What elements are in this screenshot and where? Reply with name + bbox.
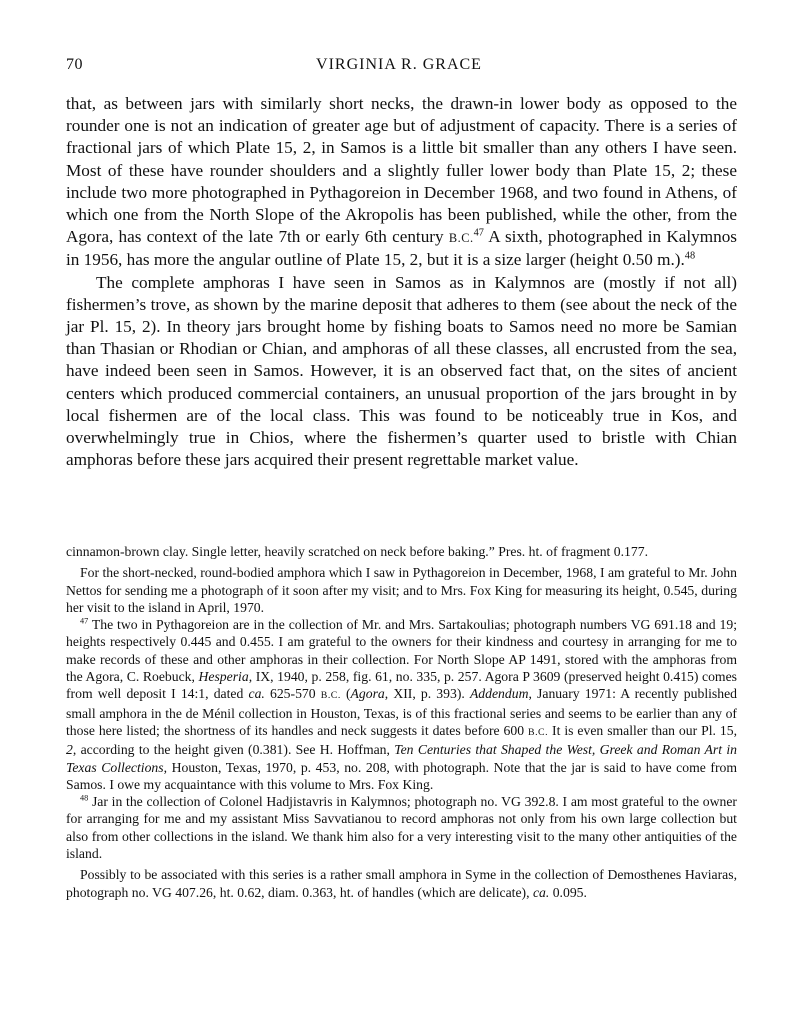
series-title: Agora	[350, 686, 385, 702]
fn47-text-d: (	[340, 686, 351, 702]
journal-title: Hesperia	[198, 669, 249, 685]
book-title: Ten Centuries that Shaped the West, Greek and Roman Art in Texas Collections	[66, 742, 737, 775]
page-number: 70	[66, 56, 83, 73]
note-continued: cinnamon-brown clay. Single letter, heavily scratched on neck before baking.” Pres. ht. of fragment 0.177.	[66, 544, 648, 559]
footnote-47-number: 47	[80, 616, 89, 626]
footnote-ref-47[interactable]: 47	[473, 227, 484, 239]
bc-abbrev: B.C.	[320, 690, 341, 702]
fn47-text-a: The two in Pythagoreion are in the collection of Mr. and Mrs. Sartakoulias; photograph numbers VG 691.18 and 19; heights respectively 0.445 and 0.455. I am grateful to the owners for their kindness and courtesy in arranging for me to make records of these and other amphoras in their collection. For North Slope AP 1491, stored with the amphoras from the Agora, C. Roebuck,	[66, 617, 737, 685]
note-syme-text-b: 0.095.	[549, 884, 587, 900]
running-title: VIRGINIA R. GRACE	[316, 56, 482, 73]
footnote-ref-48[interactable]: 48	[684, 250, 696, 262]
circa-abbrev: ca.	[532, 884, 550, 900]
paragraph-1-text-a: that, as between jars with similarly short necks, the drawn-in lower body as opposed to the rounder one is not an indication of greater age but of adjustment of capacity. There is a series of fractional jars of which Plate 15, 2, in Samos is a little bit smaller than any others I have seen. Most of these have rounder shoulders and a slightly fuller lower body than Plate 15, 2; these include two more photographed in Pythagoreion in December 1968, and two found in Athens, of which one from the North Slope of the Akropolis has been published, while the other, from the Agora, has context of the late 7th or early 6th century	[66, 94, 737, 247]
paragraph-2: The complete amphoras I have seen in Samos as in Kalymnos are (mostly if not all) fishermen’s trove, as shown by the marine deposit that adheres to them (see about the neck of the jar Pl. 15, 2). In theory jars brought home by fishing boats to Samos need no more be Samian than Thasian or Rhodian or Chian, and amphoras of all these classes, all encrusted from the sea, have indeed been seen in Samos. However, it is an observed fact that, on the sites of ancient centers which produced commercial containers, an unusual proportion of the jars brought in by local fishermen are of the local class. This was found to be noticeably true in Kos, and overwhelmingly true in Chios, where the fishermen’s quarter used to bristle with Chian amphoras before these jars acquired their present regrettable market value.	[66, 272, 737, 470]
footnote-48-number: 48	[80, 793, 89, 803]
fn48-text: Jar in the collection of Colonel Hadjistavris in Kalymnos; photograph no. VG 392.8. I am most grateful to the owner for arranging for me and my assistant Miss Savvatianou to record amphoras not only from his own large collection but also from other collections in the island. We thank him also for a very interesting visit to the many other antiquities of the island.	[66, 794, 737, 862]
plate-number: 2	[66, 742, 73, 758]
fn47-text-e: , XII, p. 393).	[384, 686, 470, 702]
running-header	[66, 56, 732, 80]
footnote-48	[66, 793, 737, 862]
addendum-label: Addendum	[469, 686, 529, 702]
note-syme-text-a: Possibly to be associated with this series is a rather small amphora in Syme in the collection of Demosthenes Haviaras, photograph no. VG 407.26, ht. 0.62, diam. 0.363, ht. of handles (which are delicate),	[66, 867, 737, 900]
fn47-text-h: , according to the height given (0.381). See H. Hoffman,	[72, 742, 395, 758]
note-short-necked: For the short-necked, round-bodied amphora which I saw in Pythagoreion in December, 1968, I am grateful to Mr. John Nettos for sending me a photograph of it soon after my visit; and to Mrs. Fox King for measuring its height, 0.545, during her visit to the island in April, 1970.	[66, 565, 737, 615]
footnotes	[66, 543, 737, 901]
note-syme	[66, 866, 737, 901]
circa-abbrev: ca.	[248, 686, 265, 702]
bc-abbrev: B.C.	[528, 726, 549, 738]
fn47-text-i: , Houston, Texas, 1970, p. 453, no. 208, with photograph. Note that the jar is said to have come from Samos. I owe my acquaintance with this volume to Mrs. Fox King.	[66, 759, 737, 792]
fn47-text-c: 625-570	[264, 686, 321, 702]
paragraph-1	[66, 93, 737, 272]
bc-abbrev: B.C.	[448, 231, 474, 246]
fn47-text-f: , January 1971: A recently published small amphora in the de Ménil collection in Houston, Texas, is of this fractional series and seems to be earlier than any of those here listed; the shortness of its handles and neck suggests it dates before 600	[66, 686, 738, 738]
fn47-text-b: , IX, 1940, p. 258, fig. 61, no. 335, p. 257. Agora P 3609 (preserved height 0.415) comes from well deposit I 14:1, dated	[66, 669, 737, 702]
main-text	[66, 93, 737, 471]
fn47-text-g: It is even smaller than our Pl. 15,	[548, 722, 737, 738]
paragraph-1-text-b: A sixth, photographed in Kalymnos in 1956, has more the angular outline of Plate 15, 2, but it is a size larger (height 0.50 m.).	[66, 227, 737, 270]
footnote-47	[66, 616, 737, 793]
